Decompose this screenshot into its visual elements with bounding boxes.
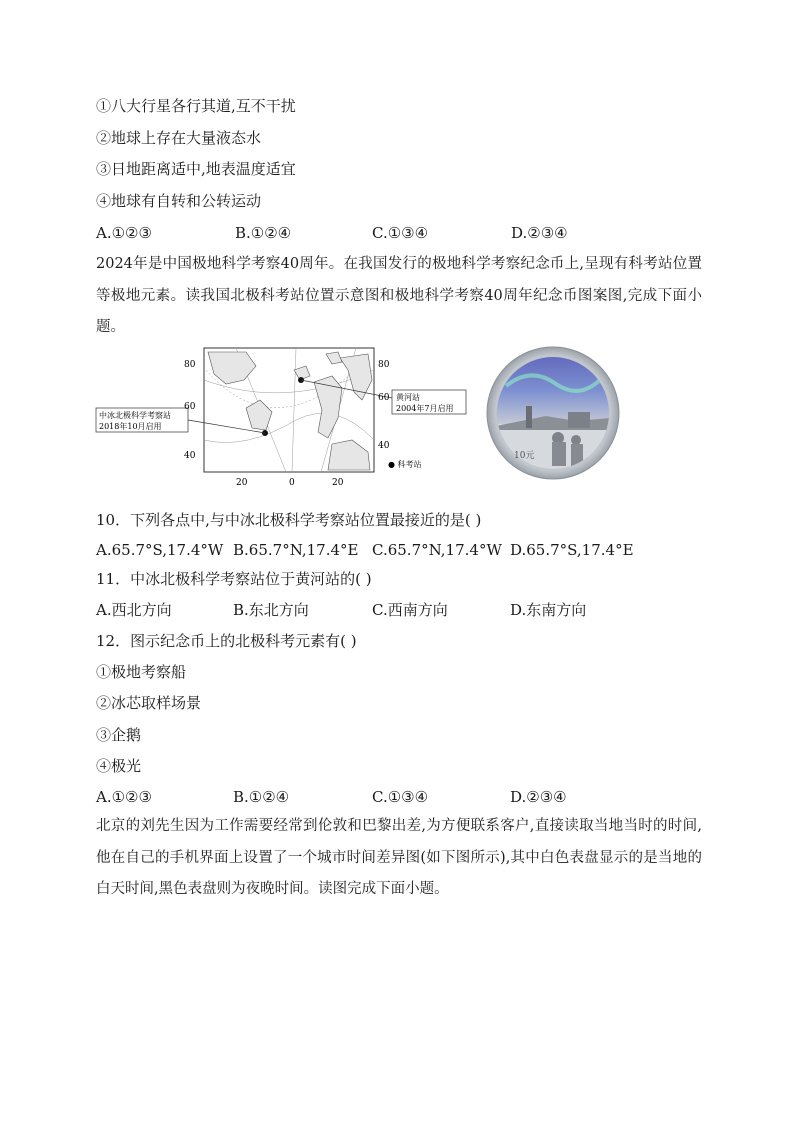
q12-option-b[interactable]: B.①②④ bbox=[233, 788, 290, 806]
huanghe-label-name: 黄河站 bbox=[396, 393, 420, 402]
commemorative-coin bbox=[486, 346, 620, 480]
map-legend: ● 科考站 bbox=[388, 460, 422, 469]
zhongbing-label-name: 中冰北极科学考察站 bbox=[99, 411, 171, 420]
polar-intro-paragraph: 2024年是中国极地科学考察40周年。在我国发行的极地科学考察纪念币上,呈现有科考站位置等极地元素。读我国北极科考站位置示意图和极地科学考察40周年纪念币图案图,完成下面小题。 bbox=[96, 256, 702, 335]
arctic-station-map bbox=[96, 340, 454, 490]
q11-option-c[interactable]: C.西南方向 bbox=[372, 601, 448, 619]
q9-option-c[interactable]: C.①③④ bbox=[372, 224, 429, 242]
q9-statement-2: ②地球上存在大量液态水 bbox=[96, 129, 262, 147]
map-tick-bottom-20e: 20 bbox=[332, 478, 344, 488]
q12-stem: 12．图示纪念币上的北极科考元素有( ) bbox=[96, 632, 357, 650]
q10-option-c[interactable]: C.65.7°N,17.4°W bbox=[372, 541, 502, 559]
q11-option-d[interactable]: D.东南方向 bbox=[510, 601, 587, 619]
q9-statement-1: ①八大行星各行其道,互不干扰 bbox=[96, 97, 296, 115]
q11-stem: 11．中冰北极科学考察站位于黄河站的( ) bbox=[96, 570, 372, 588]
map-tick-right-40: 40 bbox=[378, 441, 390, 451]
q9-statement-3: ③日地距离适中,地表温度适宜 bbox=[96, 160, 296, 178]
map-tick-bottom-20w: 20 bbox=[236, 478, 248, 488]
q9-option-d[interactable]: D.②③④ bbox=[511, 224, 568, 242]
q10-option-d[interactable]: D.65.7°S,17.4°E bbox=[510, 541, 634, 559]
q12-option-a[interactable]: A.①②③ bbox=[96, 788, 152, 806]
map-tick-right-60: 60 bbox=[378, 393, 390, 403]
q12-statement-4: ④极光 bbox=[96, 757, 142, 775]
q10-option-b[interactable]: B.65.7°N,17.4°E bbox=[233, 541, 359, 559]
q9-option-b[interactable]: B.①②④ bbox=[235, 224, 292, 242]
map-tick-left-80: 80 bbox=[184, 360, 196, 370]
q12-option-c[interactable]: C.①③④ bbox=[372, 788, 429, 806]
q12-statement-1: ①极地考察船 bbox=[96, 663, 187, 681]
map-tick-right-80: 80 bbox=[378, 360, 390, 370]
map-tick-left-40: 40 bbox=[184, 451, 196, 461]
q12-option-d[interactable]: D.②③④ bbox=[510, 788, 567, 806]
polar-figure bbox=[96, 340, 696, 490]
q11-option-b[interactable]: B.东北方向 bbox=[233, 601, 309, 619]
q11-option-a[interactable]: A.西北方向 bbox=[96, 601, 172, 619]
clock-intro-paragraph: 北京的刘先生因为工作需要经常到伦敦和巴黎出差,为方便联系客户,直接读取当地当时的时间,他在自己的手机界面上设置了一个城市时间差异图(如下图所示),其中白色表盘显示的是当地的白天时间,黑色表盘则为夜晚时间。读图完成下面小题。 bbox=[96, 818, 702, 897]
q9-option-a[interactable]: A.①②③ bbox=[96, 224, 152, 242]
q9-statement-4: ④地球有自转和公转运动 bbox=[96, 192, 262, 210]
q10-option-a[interactable]: A.65.7°S,17.4°W bbox=[96, 541, 224, 559]
map-tick-left-60: 60 bbox=[184, 402, 196, 412]
q12-statement-3: ③企鹅 bbox=[96, 726, 142, 744]
map-tick-bottom-0: 0 bbox=[289, 478, 295, 488]
q10-stem: 10．下列各点中,与中冰北极科学考察站位置最接近的是( ) bbox=[96, 511, 482, 529]
zhongbing-label-date: 2018年10月启用 bbox=[99, 422, 162, 431]
huanghe-label-date: 2004年7月启用 bbox=[396, 404, 454, 413]
coin-denomination: 10元 bbox=[514, 451, 535, 461]
q12-statement-2: ②冰芯取样场景 bbox=[96, 694, 202, 712]
